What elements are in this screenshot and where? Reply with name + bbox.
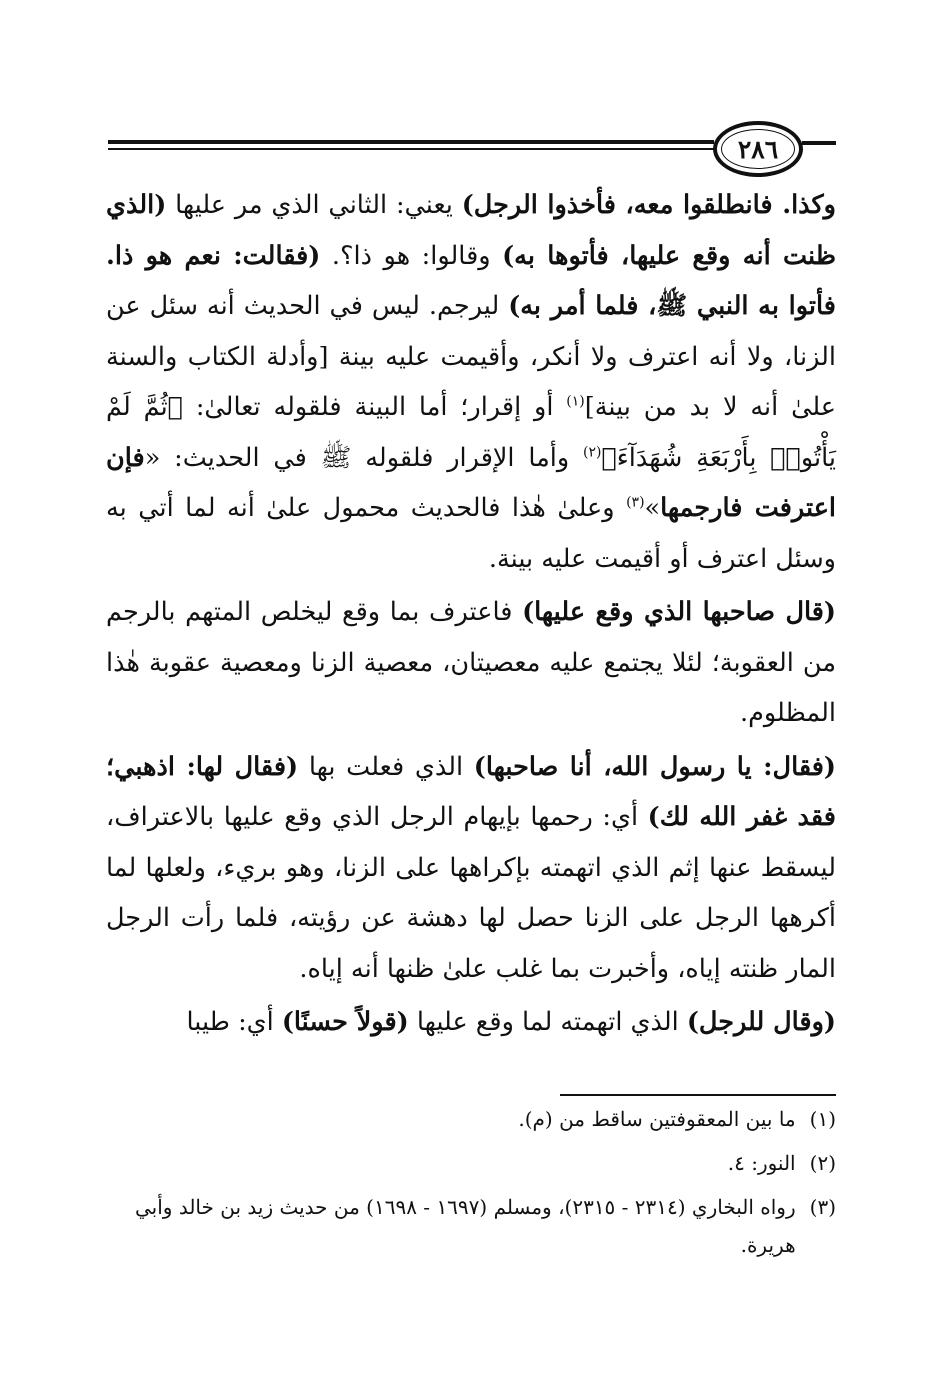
footnote-number: (٢) [809, 1151, 836, 1175]
commentary-text: » [644, 493, 661, 523]
header-rule-top [108, 140, 714, 144]
hadith-quote: (قال صاحبها الذي وقع عليها) [522, 597, 836, 627]
commentary-text: يعني: الثاني الذي مر عليها [166, 190, 462, 220]
commentary-text: وعلىٰ هٰذا فالحديث محمول علىٰ أنه لما أتي به وسئل اعترف أو أقيمت عليه بينة. [106, 493, 836, 574]
footnote-item [106, 1100, 836, 1138]
hadith-quote: (وقال للرجل) [686, 1007, 836, 1037]
commentary-text: أي: طيبا [186, 1007, 282, 1037]
header-rule-right-stub [802, 141, 836, 145]
footnote-text: ما بين المعقوفتين ساقط من (م). [518, 1107, 796, 1131]
page-header [0, 0, 945, 200]
footnote-separator [560, 1094, 836, 1096]
footnote-item [106, 1144, 836, 1182]
hadith-quote: وكذا. فانطلقوا معه، فأخذوا الرجل) [461, 190, 836, 220]
paragraph [106, 180, 836, 584]
footnote-number: (٣) [809, 1195, 836, 1219]
footnote-number: (١) [809, 1107, 836, 1131]
commentary-text: فاعترف بما وقع ليخلص المتهم بالرجم من العقوبة؛ لئلا يجتمع عليه معصيتان، معصية الزنا ومعصية عقوبة هٰذا المظلوم. [106, 597, 836, 728]
commentary-text: ليرجم. ليس في الحديث أنه سئل عن الزنا، ولا أنه اعترف ولا أنكر، وأقيمت عليه بينة [وأدلة الكتاب والسنة علىٰ أنه لا بد من بينة] [106, 291, 837, 422]
footnote-ref: (١) [566, 393, 585, 410]
hadith-quote: (فقال: يا رسول الله، أنا صاحبها) [473, 751, 836, 782]
footnote-text: رواه البخاري (٢٣١٤ - ٢٣١٥)، ومسلم (١٦٩٧ - ١٦٩٨) من حديث زيد بن خالد وأبي هريرة. [135, 1195, 796, 1257]
hadith-quote: (فقالت: نعم هو ذا. فأتوا به النبي ﷺ، فلما أمر به) [106, 240, 836, 321]
commentary-text: وأما الإقرار فلقوله ﷺ في الحديث: « [144, 442, 583, 473]
commentary-text: وقالوا: هو ذا؟. [320, 240, 503, 271]
page-number-badge [713, 121, 803, 177]
commentary-text: الذي اتهمته لما وقع عليها [408, 1007, 687, 1037]
paragraph [106, 742, 836, 995]
hadith-quote: (قولاً حسنًا) [281, 1007, 409, 1037]
footnotes [106, 1100, 836, 1270]
hadith-quote: (الذي ظنت أنه وقع عليها، فأتوها به) [106, 190, 836, 271]
footnote-ref: (٢) [583, 444, 602, 460]
header-rule-bottom [108, 148, 714, 150]
paragraph [106, 997, 836, 1048]
commentary-text: أو إقرار؛ أما البينة فلقوله تعالىٰ: ﴿ثُمَّ لَمْ يَأْتُوا۟ بِأَرْبَعَةِ شُهَدَآءَ﴾ [106, 392, 836, 473]
paragraph [106, 587, 836, 739]
commentary-text: أي: رحمها بإيهام الرجل الذي وقع عليها بالاعتراف، ليسقط عنها إثم الذي اتهمته بإكراهها على الزنا، وهو بريء، ولعلها لما أكرهها الرجل على الزنا حصل لها دهشة عن رؤيته، فلما رأت الرجل المار ظنته إياه، وأخبرت بما غلب علىٰ ظنها أنه إياه. [106, 802, 836, 984]
footnote-ref: (٣) [626, 494, 645, 511]
main-text [106, 180, 836, 1048]
hadith-quote: فإن اعترفت فارجمها [106, 442, 836, 523]
hadith-quote: (فقال لها: اذهبي؛ فقد غفر الله لك) [106, 751, 836, 832]
commentary-text: الذي فعلت بها [298, 751, 474, 782]
footnote-text: النور: ٤. [727, 1151, 796, 1175]
page-number: ٢٨٦ [737, 134, 779, 164]
footnote-item [106, 1188, 836, 1264]
